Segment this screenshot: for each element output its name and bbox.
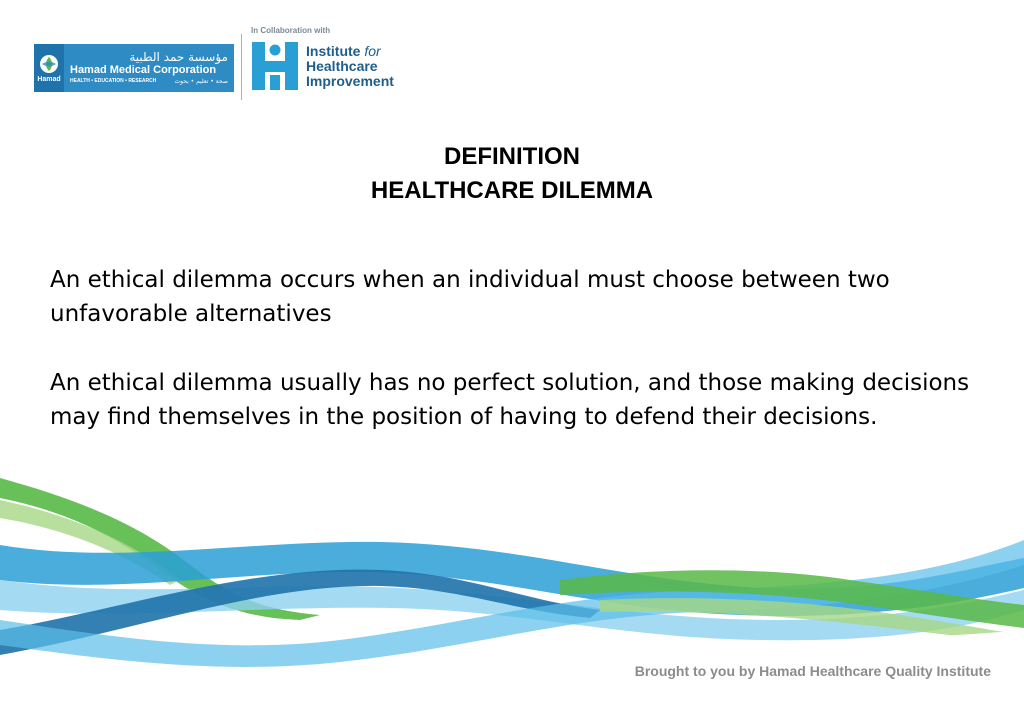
definition-paragraph-1: An ethical dilemma occurs when an individual must choose between two unfavorable alternatives — [50, 267, 890, 327]
hmc-tagline: HEALTH • EDUCATION • RESEARCH — [70, 77, 157, 84]
ihi-line1-word: Institute — [306, 42, 361, 59]
hmc-emblem-icon — [34, 44, 64, 92]
logo-divider — [241, 34, 242, 100]
hmc-tagline-row — [70, 77, 234, 86]
ihi-line2: Healthcare — [306, 57, 378, 74]
collaboration-label: In Collaboration with — [251, 26, 331, 35]
ihi-mark-icon — [252, 42, 298, 90]
ihi-logo — [252, 42, 394, 90]
hmc-tagline-arabic: صحة • تعليم • بحوث — [174, 77, 228, 85]
definition-paragraph-2: An ethical dilemma usually has no perfect solution, and those making decisions may find themselves in the position of having to defend their decisions. — [50, 370, 970, 430]
ihi-line3: Improvement — [306, 72, 394, 89]
hmc-text-block — [64, 44, 234, 92]
ihi-line1 — [306, 44, 394, 59]
hmc-english-name: Hamad Medical Corporation — [70, 63, 217, 76]
hmc-arabic-name: مؤسسة حمد الطبية — [129, 49, 228, 64]
hmc-mark-word: Hamad — [37, 75, 61, 83]
hmc-logo — [34, 44, 234, 92]
leaf-circle-icon — [39, 54, 59, 74]
slide-title-line1: DEFINITION — [444, 143, 580, 170]
footer-credit: Brought to you by Hamad Healthcare Quality Institute — [634, 663, 991, 679]
ihi-line1-italic: for — [364, 42, 381, 59]
slide-title-line2: HEALTHCARE DILEMMA — [370, 177, 654, 204]
ihi-wordmark — [306, 44, 394, 89]
